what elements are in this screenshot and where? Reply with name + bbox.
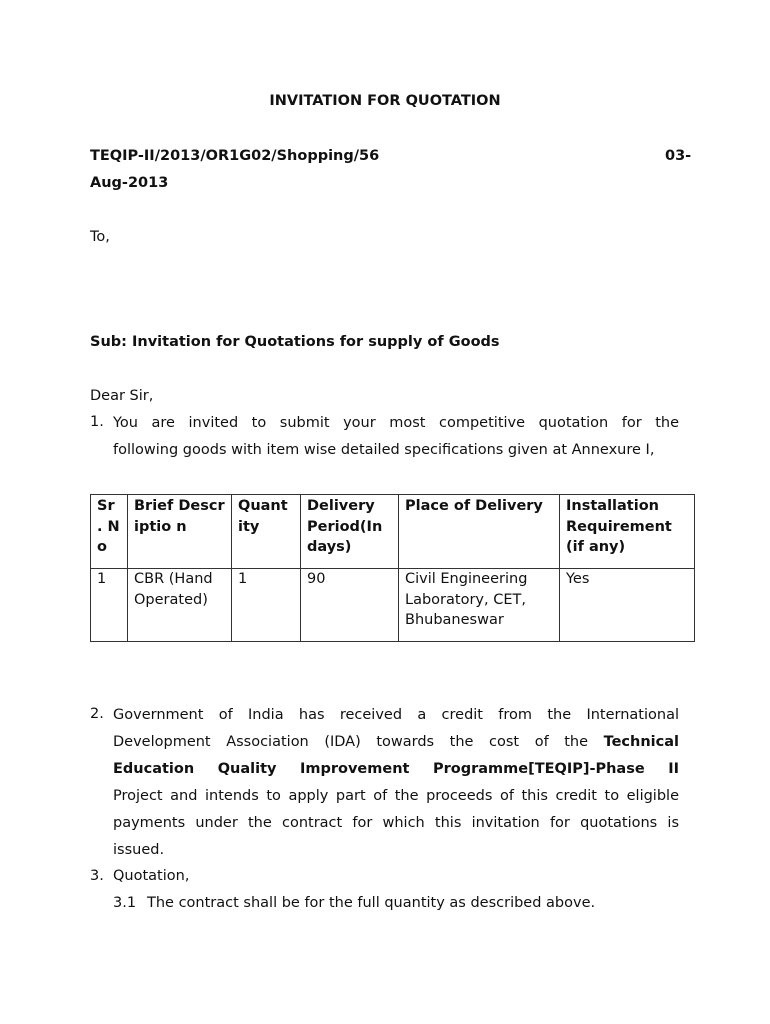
item-number: 1. (90, 414, 104, 430)
goods-table (90, 494, 695, 642)
item-number: 3. (90, 868, 104, 884)
paragraph-line: following goods with item wise detailed specifications given at Annexure I, (113, 442, 655, 458)
addressee: To, (90, 229, 110, 245)
reference-date: Aug-2013 (90, 175, 169, 191)
paragraph-line: You are invited to submit your most competitive quotation for the (113, 415, 679, 431)
item-number: 2. (90, 706, 104, 722)
table-row (91, 569, 695, 642)
programme-name-line: Education Quality Improvement Programme[TEQIP]-Phase II (113, 761, 679, 777)
cell-installation: Yes (560, 569, 695, 642)
header-brief-description: Brief Descriptio n (128, 495, 232, 569)
paragraph-line: payments under the contract for which this invitation for quotations is (113, 815, 679, 831)
paragraph-line (113, 729, 679, 756)
header-quantity: Quant ity (232, 495, 301, 569)
cell-place: Civil Engineering Laboratory, CET, Bhubaneswar (399, 569, 560, 642)
cell-delivery-period: 90 (301, 569, 399, 642)
header-place-of-delivery: Place of Delivery (399, 495, 560, 569)
reference-number: TEQIP-II/2013/OR1G02/Shopping/56 (90, 148, 380, 164)
cell-sr-no: 1 (91, 569, 128, 642)
item-3-heading: Quotation, (113, 868, 190, 884)
header-installation-requirement: Installation Requirement (if any) (560, 495, 695, 569)
header-delivery-period: Delivery Period(In days) (301, 495, 399, 569)
reference-date-part: 03- (665, 148, 692, 164)
document-title: INVITATION FOR QUOTATION (269, 93, 501, 109)
table-header-row (91, 495, 695, 569)
subject-line: Sub: Invitation for Quotations for supply of Goods (90, 334, 500, 350)
sub-item-text: The contract shall be for the full quantity as described above. (147, 895, 596, 911)
item-1-paragraph (113, 410, 679, 464)
text-run: Development Association (IDA) towards the cost of the (113, 734, 604, 750)
cell-description: CBR (Hand Operated) (128, 569, 232, 642)
paragraph-line: Project and intends to apply part of the proceeds of this credit to eligible (113, 788, 679, 804)
header-sr-no: Sr . No (91, 495, 128, 569)
sub-item-number: 3.1 (113, 895, 137, 911)
paragraph-line: issued. (113, 842, 165, 858)
programme-name-bold: Technical (603, 734, 679, 750)
item-2-paragraph (113, 702, 679, 864)
cell-quantity: 1 (232, 569, 301, 642)
salutation: Dear Sir, (90, 388, 154, 404)
paragraph-line: Government of India has received a credit from the International (113, 707, 679, 723)
